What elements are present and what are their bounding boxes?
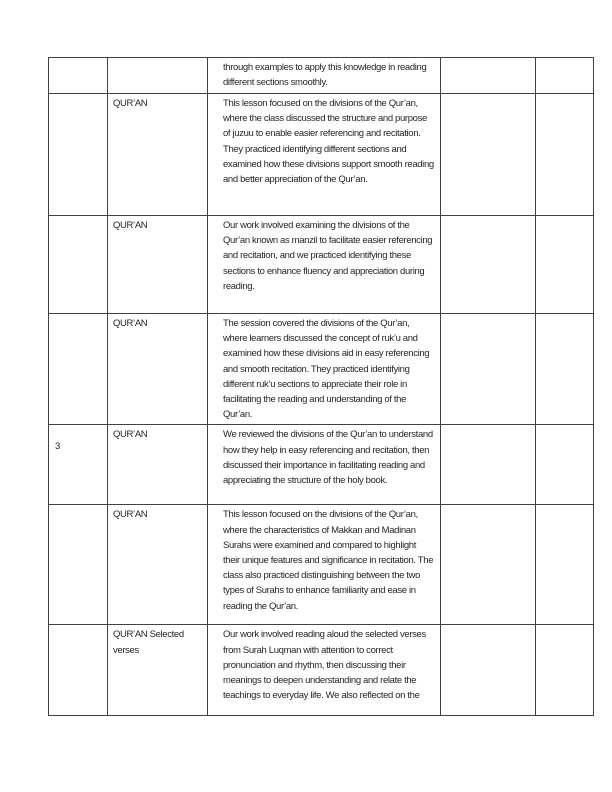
cell-lesson-description: through examples to apply this knowledge in reading different sections smoothly.	[208, 58, 441, 94]
cell-blank	[536, 625, 594, 716]
cell-blank	[536, 216, 594, 314]
table-row	[49, 94, 594, 216]
cell-lesson-description: This lesson focused on the divisions of the Qur’an, where the characteristics of Makkan and Madinan Surahs were examined and compared to highlight their unique features and significance in recitation. The class also practiced distinguishing between the two types of Surahs to enhance familiarity and ease in reading the Qur’an.	[208, 505, 441, 625]
lesson-table	[48, 57, 594, 716]
table-row	[49, 58, 594, 94]
cell-blank	[441, 216, 536, 314]
cell-lesson-description: Our work involved reading aloud the selected verses from Surah Luqman with attention to correct pronunciation and rhythm, then discussing their meanings to deepen understanding and relate the teachings to everyday life. We also reflected on the	[208, 625, 441, 716]
cell-subject: QUR’AN	[108, 94, 208, 216]
cell-blank	[441, 425, 536, 505]
cell-blank	[536, 314, 594, 425]
cell-blank	[536, 94, 594, 216]
cell-lesson-description: We reviewed the divisions of the Qur’an to understand how they help in easy referencing and recitation, then discussed their importance in facilitating reading and appreciating the structure of the holy book.	[208, 425, 441, 505]
cell-week-number	[49, 625, 108, 716]
cell-blank	[536, 425, 594, 505]
cell-subject	[108, 58, 208, 94]
lesson-table-body	[49, 58, 594, 716]
cell-week-number	[49, 216, 108, 314]
cell-blank	[536, 505, 594, 625]
cell-week-number: 3	[49, 425, 108, 505]
cell-blank	[441, 94, 536, 216]
cell-blank	[441, 625, 536, 716]
table-row	[49, 425, 594, 505]
table-row	[49, 505, 594, 625]
cell-subject: QUR’AN Selected verses	[108, 625, 208, 716]
cell-lesson-description: This lesson focused on the divisions of the Qur’an, where the class discussed the structure and purpose of juzuu to enable easier referencing and recitation. They practiced identifying different sections and examined how these divisions support smooth reading and better appreciation of the Qur’an.	[208, 94, 441, 216]
cell-blank	[441, 314, 536, 425]
table-row	[49, 314, 594, 425]
table-row	[49, 216, 594, 314]
table-row	[49, 625, 594, 716]
cell-lesson-description: Our work involved examining the divisions of the Qur’an known as manzil to facilitate easier referencing and recitation, and we practiced identifying these sections to enhance fluency and appreciation during reading.	[208, 216, 441, 314]
cell-blank	[536, 58, 594, 94]
cell-subject: QUR’AN	[108, 505, 208, 625]
cell-week-number	[49, 314, 108, 425]
cell-week-number	[49, 505, 108, 625]
cell-lesson-description: The session covered the divisions of the Qur’an, where learners discussed the concept of ruk’u and examined how these divisions aid in easy referencing and smooth recitation. They practiced identifying different ruk’u sections to appreciate their role in facilitating the reading and understanding of the Qur’an.	[208, 314, 441, 425]
cell-blank	[441, 505, 536, 625]
cell-week-number	[49, 58, 108, 94]
cell-week-number	[49, 94, 108, 216]
cell-subject: QUR’AN	[108, 314, 208, 425]
cell-subject: QUR’AN	[108, 425, 208, 505]
cell-subject: QUR’AN	[108, 216, 208, 314]
cell-blank	[441, 58, 536, 94]
